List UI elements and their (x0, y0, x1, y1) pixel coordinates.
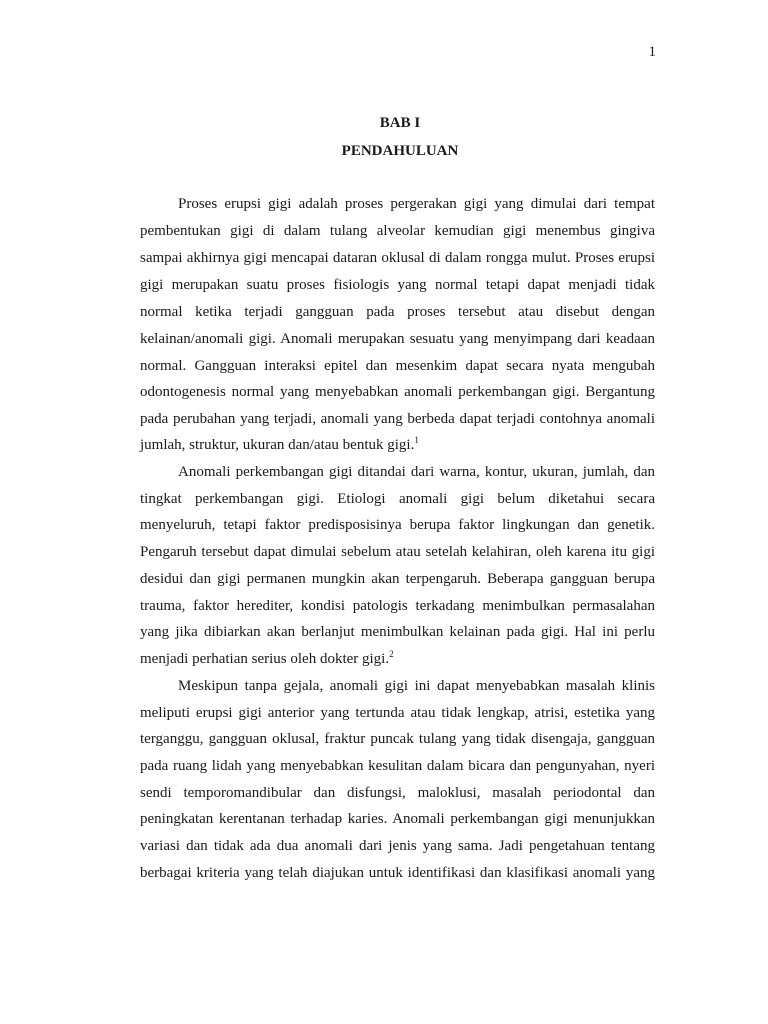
chapter-title: PENDAHULUAN (341, 143, 459, 159)
paragraph-line: yang jika dibiarkan akan berlanjut menimbulkan kelainan pada gigi. Hal ini perlu (140, 624, 655, 640)
paragraph-line: Proses erupsi gigi adalah proses pergerakan gigi yang dimulai dari tempat (178, 196, 655, 212)
paragraph-line: trauma, faktor herediter, kondisi patologis terkadang menimbulkan permasalahan (140, 598, 655, 614)
paragraph-line: desidui dan gigi permanen mungkin akan terpengaruh. Beberapa gangguan berupa (140, 571, 655, 587)
footnote-marker: 2 (389, 649, 394, 659)
paragraph-line: terganggu, gangguan oklusal, fraktur puncak tulang yang tidak disengaja, gangguan (140, 731, 655, 747)
chapter-label: BAB I (379, 115, 421, 131)
paragraph-line: jumlah, struktur, ukuran dan/atau bentuk gigi. (140, 437, 415, 453)
paragraph-line: Anomali perkembangan gigi ditandai dari warna, kontur, ukuran, jumlah, dan (178, 464, 655, 480)
paragraph-last-line (140, 650, 655, 668)
paragraph-line: sendi temporomandibular dan disfungsi, maloklusi, masalah periodontal dan (140, 785, 655, 801)
footnote-marker: 1 (414, 435, 419, 445)
paragraph-line: odontogenesis normal yang menyebabkan anomali perkembangan gigi. Bergantung (140, 384, 655, 400)
paragraph-line: tingkat perkembangan gigi. Etiologi anomali gigi belum diketahui secara (140, 491, 655, 507)
paragraph-line: kelainan/anomali gigi. Anomali merupakan sesuatu yang menyimpang dari keadaan (140, 331, 655, 347)
paragraph-line: berbagai kriteria yang telah diajukan untuk identifikasi dan klasifikasi anomali yang (140, 865, 655, 881)
paragraph-line: normal. Gangguan interaksi epitel dan mesenkim dapat secara nyata mengubah (140, 358, 655, 374)
paragraph-last-line (140, 436, 655, 454)
paragraph-line: pembentukan gigi di dalam tulang alveolar kemudian gigi menembus gingiva (140, 223, 655, 239)
paragraph-line: pada perubahan yang terjadi, anomali yang berbeda dapat terjadi contohnya anomali (140, 411, 655, 427)
paragraph-line: variasi dan tidak ada dua anomali dari jenis yang sama. Jadi pengetahuan tentang (140, 838, 655, 854)
paragraph-line: Pengaruh tersebut dapat dimulai sebelum atau setelah kelahiran, oleh karena itu gigi (140, 544, 655, 560)
paragraph-line: normal ketika terjadi gangguan pada proses tersebut atau disebut dengan (140, 304, 655, 320)
paragraph-line: peningkatan kerentanan terhadap karies. Anomali perkembangan gigi menunjukkan (140, 811, 655, 827)
page-number: 1 (648, 44, 656, 60)
paragraph-line: Meskipun tanpa gejala, anomali gigi ini dapat menyebabkan masalah klinis (178, 678, 655, 694)
paragraph-line: sampai akhirnya gigi mencapai dataran oklusal di dalam rongga mulut. Proses erupsi (140, 250, 655, 266)
paragraph-line: gigi merupakan suatu proses fisiologis yang normal tetapi dapat menjadi tidak (140, 277, 655, 293)
paragraph-line: pada ruang lidah yang menyebabkan kesulitan dalam bicara dan pengunyahan, nyeri (140, 758, 655, 774)
paragraph-line: menjadi perhatian serius oleh dokter gigi. (140, 651, 390, 667)
paragraph-line: meliputi erupsi gigi anterior yang tertunda atau tidak lengkap, atrisi, estetika yang (140, 705, 655, 721)
paragraph-line: menyeluruh, tetapi faktor predisposisinya berupa faktor lingkungan dan genetik. (140, 517, 655, 533)
